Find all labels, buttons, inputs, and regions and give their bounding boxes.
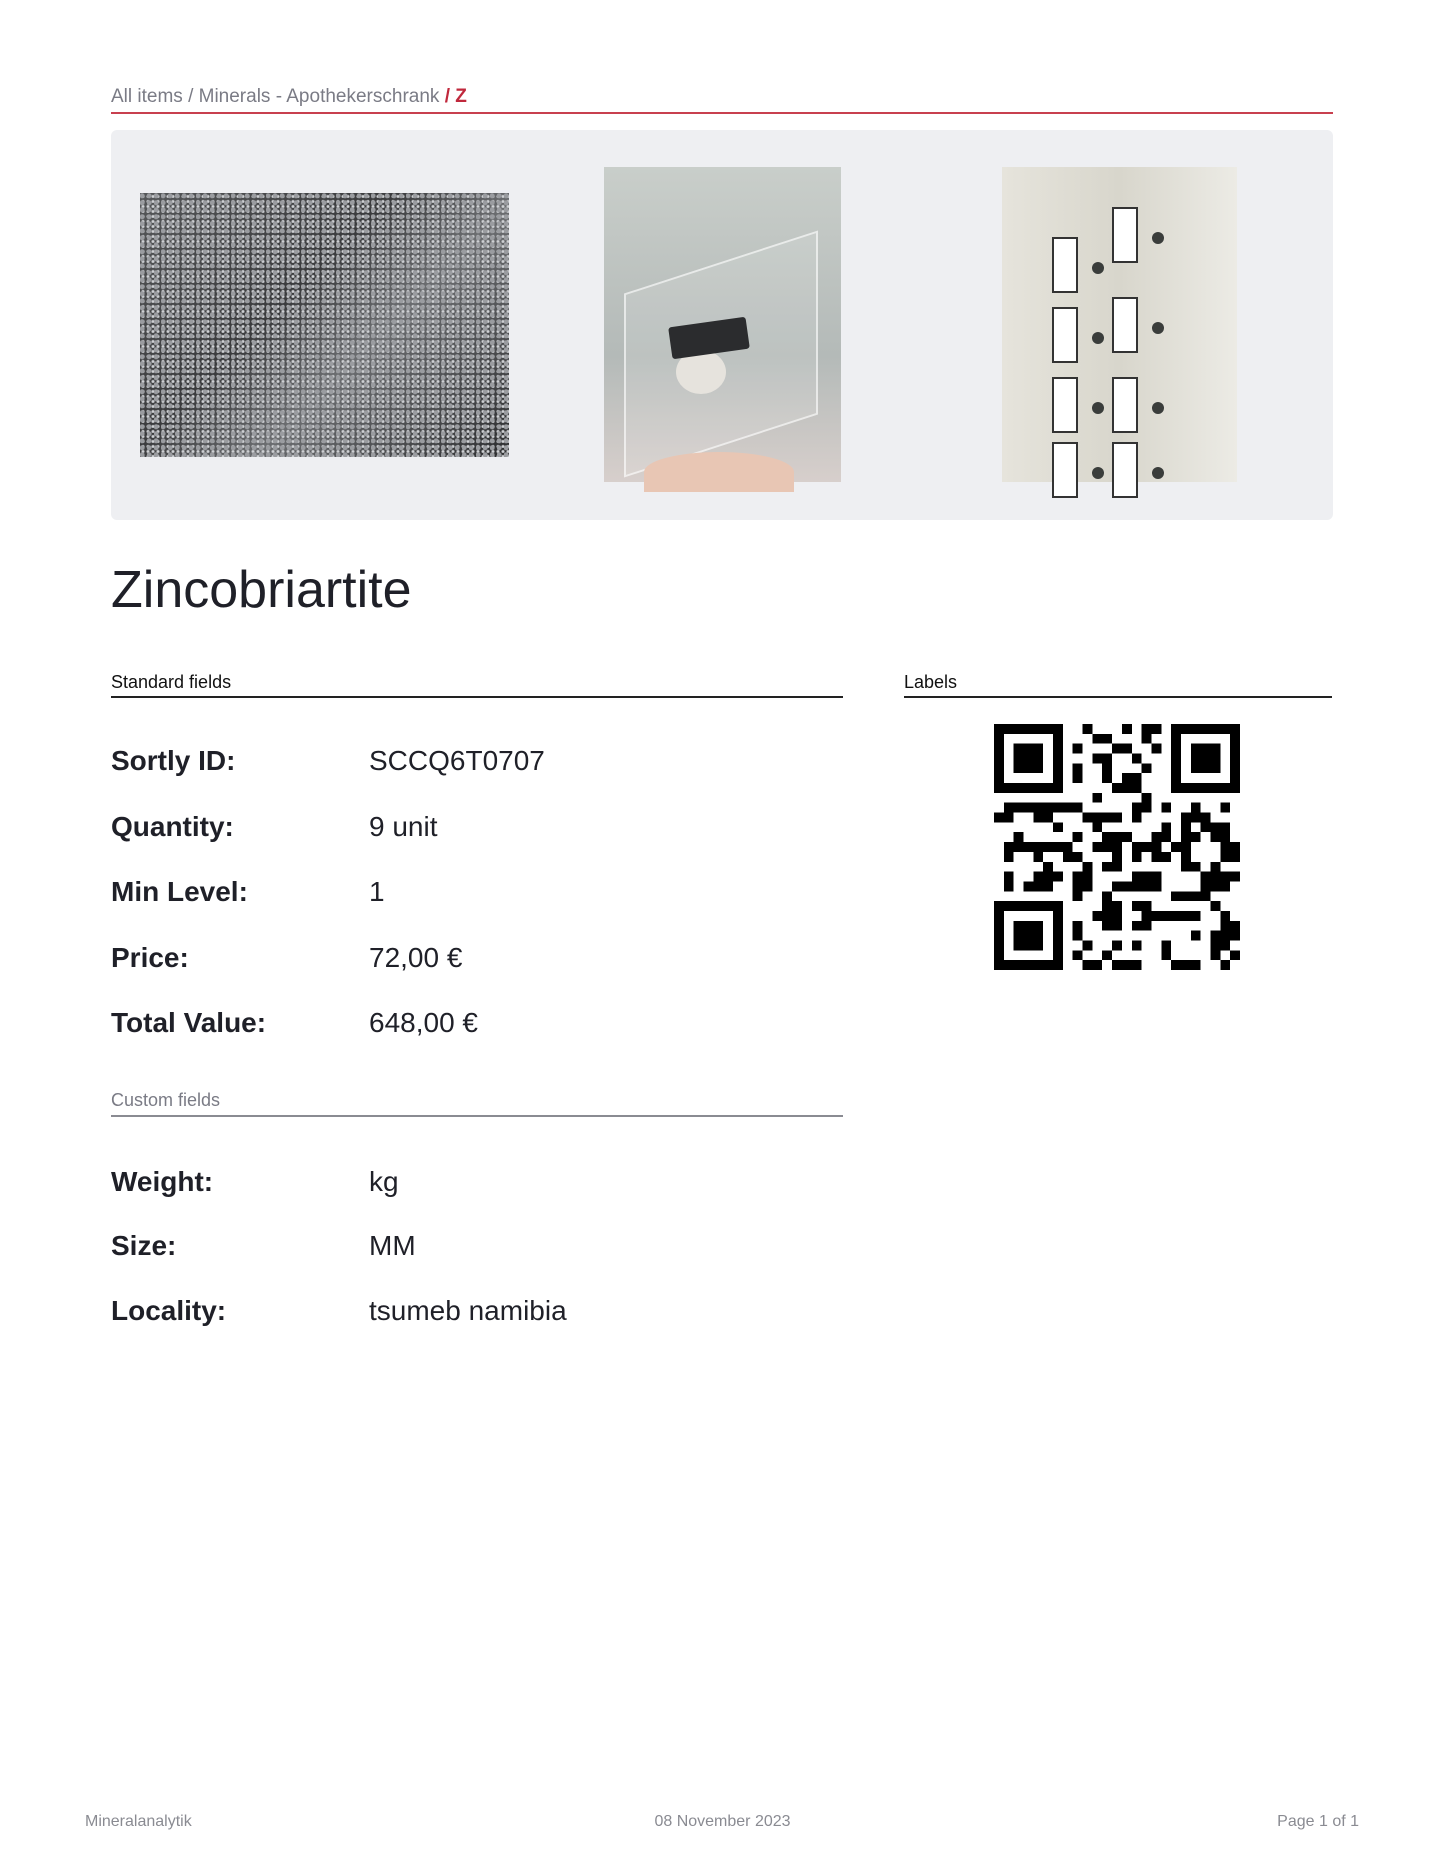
field-label: Price:: [111, 942, 189, 973]
field-value: 648,00 €: [369, 1007, 478, 1038]
custom-fields-heading: Custom fields: [111, 1090, 221, 1110]
labels-divider: [904, 696, 1332, 698]
footer-page: Page 1 of 1: [1277, 1813, 1359, 1830]
mineral-in-box-photo[interactable]: [604, 167, 841, 482]
image-gallery: [111, 130, 1333, 520]
labels-heading: Labels: [904, 672, 958, 692]
qr-code-icon: [994, 724, 1240, 970]
field-label: Total Value:: [111, 1007, 267, 1038]
footer-company: Mineralanalytik: [85, 1813, 192, 1830]
field-value: 9 unit: [369, 811, 438, 842]
field-label: Weight:: [111, 1166, 214, 1197]
field-value: MM: [369, 1230, 416, 1261]
field-label: Sortly ID:: [111, 745, 236, 776]
field-value: kg: [369, 1166, 399, 1197]
field-label: Locality:: [111, 1295, 227, 1326]
field-value: SCCQ6T0707: [369, 745, 545, 776]
custom-fields-divider: [111, 1115, 843, 1117]
field-label: Quantity:: [111, 811, 234, 842]
footer-date: 08 November 2023: [654, 1813, 791, 1830]
mineral-closeup-photo[interactable]: [140, 193, 509, 457]
field-value: 1: [369, 876, 385, 907]
breadcrumb: [111, 86, 467, 108]
mineral-boxes-shelf-photo[interactable]: [1002, 167, 1237, 482]
standard-fields-heading: Standard fields: [111, 672, 232, 692]
standard-fields-divider: [111, 696, 843, 698]
field-label: Size:: [111, 1230, 177, 1261]
field-label: Min Level:: [111, 876, 248, 907]
breadcrumb-divider: [111, 112, 1333, 114]
breadcrumb-path[interactable]: All items / Minerals - Apothekerschrank: [111, 86, 445, 107]
field-value: 72,00 €: [369, 942, 463, 973]
page-title: Zincobriartite: [111, 561, 412, 619]
breadcrumb-current: / Z: [444, 86, 467, 107]
field-value: tsumeb namibia: [369, 1295, 567, 1326]
